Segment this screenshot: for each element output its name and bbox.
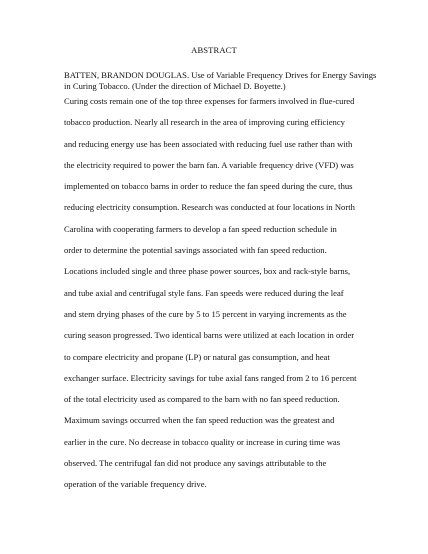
- body-line: and reducing energy use has been associated with reducing fuel use rather than with: [64, 138, 353, 149]
- body-line: Locations included single and three phase power sources, box and rack-style barns,: [64, 266, 351, 277]
- body-line: earlier in the cure. No decrease in tobacco quality or increase in curing time was: [64, 436, 341, 447]
- body-line: and tube axial and centrifugal style fans. Fan speeds were reduced during the leaf: [64, 287, 344, 298]
- body-line: curing season progressed. Two identical barns were utilized at each location in order: [64, 330, 355, 341]
- body-line: observed. The centrifugal fan did not produce any savings attributable to the: [64, 458, 327, 469]
- citation-block: BATTEN, BRANDON DOUGLAS. Use of Variable Frequency Drives for Energy Savings in Curing Tobacco. (Under the direction of Michael D. Boyette.): [64, 70, 377, 91]
- body-line: Carolina with cooperating farmers to develop a fan speed reduction schedule in: [64, 223, 337, 234]
- body-line: tobacco production. Nearly all research in the area of improving curing efficiency: [64, 117, 345, 128]
- body-line: operation of the variable frequency drive.: [64, 479, 207, 490]
- body-line: implemented on tobacco barns in order to reduce the fan speed during the cure, thus: [64, 181, 353, 192]
- body-line: Curing costs remain one of the top three expenses for farmers involved in flue-cured: [64, 96, 355, 106]
- body-line: the electricity required to power the barn fan. A variable frequency drive (VFD) was: [64, 159, 354, 170]
- body-line: reducing electricity consumption. Research was conducted at four locations in North: [64, 202, 355, 213]
- body-line: to compare electricity and propane (LP) or natural gas consumption, and heat: [64, 351, 330, 362]
- abstract-heading: ABSTRACT: [191, 45, 237, 55]
- abstract-body: [64, 95, 380, 500]
- body-line: of the total electricity used as compared to the barn with no fan speed reduction.: [64, 394, 340, 405]
- body-line: order to determine the potential savings associated with fan speed reduction.: [64, 245, 327, 256]
- body-line: exchanger surface. Electricity savings for tube axial fans ranged from 2 to 16 percent: [64, 372, 357, 383]
- body-line: and stem drying phases of the cure by 5 to 15 percent in varying increments as the: [64, 308, 347, 319]
- body-line: Maximum savings occurred when the fan speed reduction was the greatest and: [64, 415, 335, 426]
